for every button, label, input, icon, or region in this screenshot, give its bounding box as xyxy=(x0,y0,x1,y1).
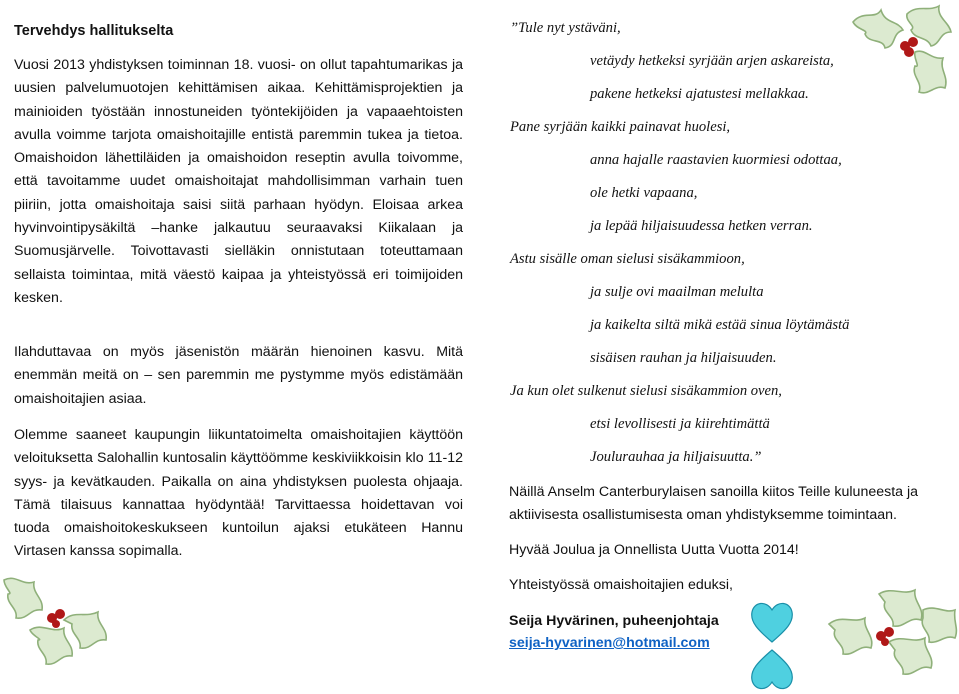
closing-block xyxy=(509,481,949,527)
holly-bottom-right-icon xyxy=(819,584,959,694)
signature: Seija Hyvärinen, puheenjohtaja xyxy=(509,613,719,629)
poem-line: ”Tule nyt ystäväni, xyxy=(510,20,621,36)
poem-line: Ja kun olet sulkenut sielusi sisäkammion oven, xyxy=(510,383,782,399)
poem-line: ja kaikelta siltä mikä estää sinua löytämästä xyxy=(590,317,850,333)
email-link[interactable]: seija-hyvarinen@hotmail.com xyxy=(509,635,710,651)
poem-line: Joulurauhaa ja hiljaisuutta.” xyxy=(590,449,762,465)
poem-line: Pane syrjään kaikki painavat huolesi, xyxy=(510,119,731,135)
season-greeting: Hyvää Joulua ja Onnellista Uutta Vuotta 2014! xyxy=(509,542,799,558)
heart-hourglass-icon xyxy=(748,600,796,692)
poem-line: anna hajalle raastavien kuormiesi odottaa, xyxy=(590,152,842,168)
holly-top-right-icon xyxy=(845,2,959,107)
poem-line: sisäisen rauhan ja hiljaisuuden. xyxy=(590,350,777,366)
membership-paragraph: Ilahduttavaa on myös jäsenistön määrän hienoinen kasvu. Mitä enemmän meitä on – sen paremmin me pystymme myös edistämään omaishoitajien asiaa. xyxy=(14,344,463,407)
gym-paragraph: Olemme saaneet kaupungin liikuntatoimelta omaishoitajien käyttöön veloituksetta Salohallin kuntosalin käyttöömme keskiviikkoisin klo 11-12 syys- ja kevätkauden. Paikalla on aina yhdistyksen puolesta ohjaaja. Tämä tilaisuus kannattaa hyödyntää! Tarvittaessa hoidettavan voi tuoda omaishoitokeskukseen kuntoilun ajaksi etukäteen Hannu Virtasen kanssa sopimalla. xyxy=(14,427,463,560)
poem-line: ja sulje ovi maailman melulta xyxy=(590,284,764,300)
holly-left-icon xyxy=(0,570,110,690)
poem-line: Astu sisälle oman sielusi sisäkammioon, xyxy=(510,251,745,267)
thanks-text: Näillä Anselm Canterburylaisen sanoilla kiitos Teille kuluneesta ja aktiivisesta osallistumisesta oman yhdistyksemme toimintaan. xyxy=(509,484,919,523)
closing-text: Yhteistyössä omaishoitajien eduksi, xyxy=(509,577,733,593)
poem-line: etsi levollisesti ja kiirehtimättä xyxy=(590,416,770,432)
intro-paragraph: Vuosi 2013 yhdistyksen toiminnan 18. vuosi- on ollut tapahtumarikas ja uusien palvelumuotojen kehittämisen aikaa. Kehittämisprojektien ja mainioiden työstään innostuneiden työntekijöiden ja vapaaehtoisten avulla voimme tarjota omaishoitajille entistä paremmin tukea ja tietoa. Omaishoidon lähettiläiden ja omaishoidon reseptin avulla toivomme, että tavoitamme uudet omaishoitajat mahdollisimman varhain tuen piiriin, jotta omaishoitaja saisi siitä parhaan hyödyn. Eloisaa arkea hyvinvointipysäkiltä –hanke jalkautuu seuraavaksi Kiikalaan ja Suomusjärvelle. Toivottavasti sielläkin onnistutaan toteuttamaan sellaista toimintaa, mitä väestö kaipaa ja yhteistyössä eri toimijoiden kesken. xyxy=(14,57,463,306)
poem-line: ole hetki vapaana, xyxy=(590,185,698,201)
poem-line: pakene hetkeksi ajatustesi mellakkaa. xyxy=(590,86,809,102)
page-title: Tervehdys hallitukselta xyxy=(14,23,174,39)
poem-line: ja lepää hiljaisuudessa hetken verran. xyxy=(590,218,813,234)
poem-line: vetäydy hetkeksi syrjään arjen askareista, xyxy=(590,53,834,69)
